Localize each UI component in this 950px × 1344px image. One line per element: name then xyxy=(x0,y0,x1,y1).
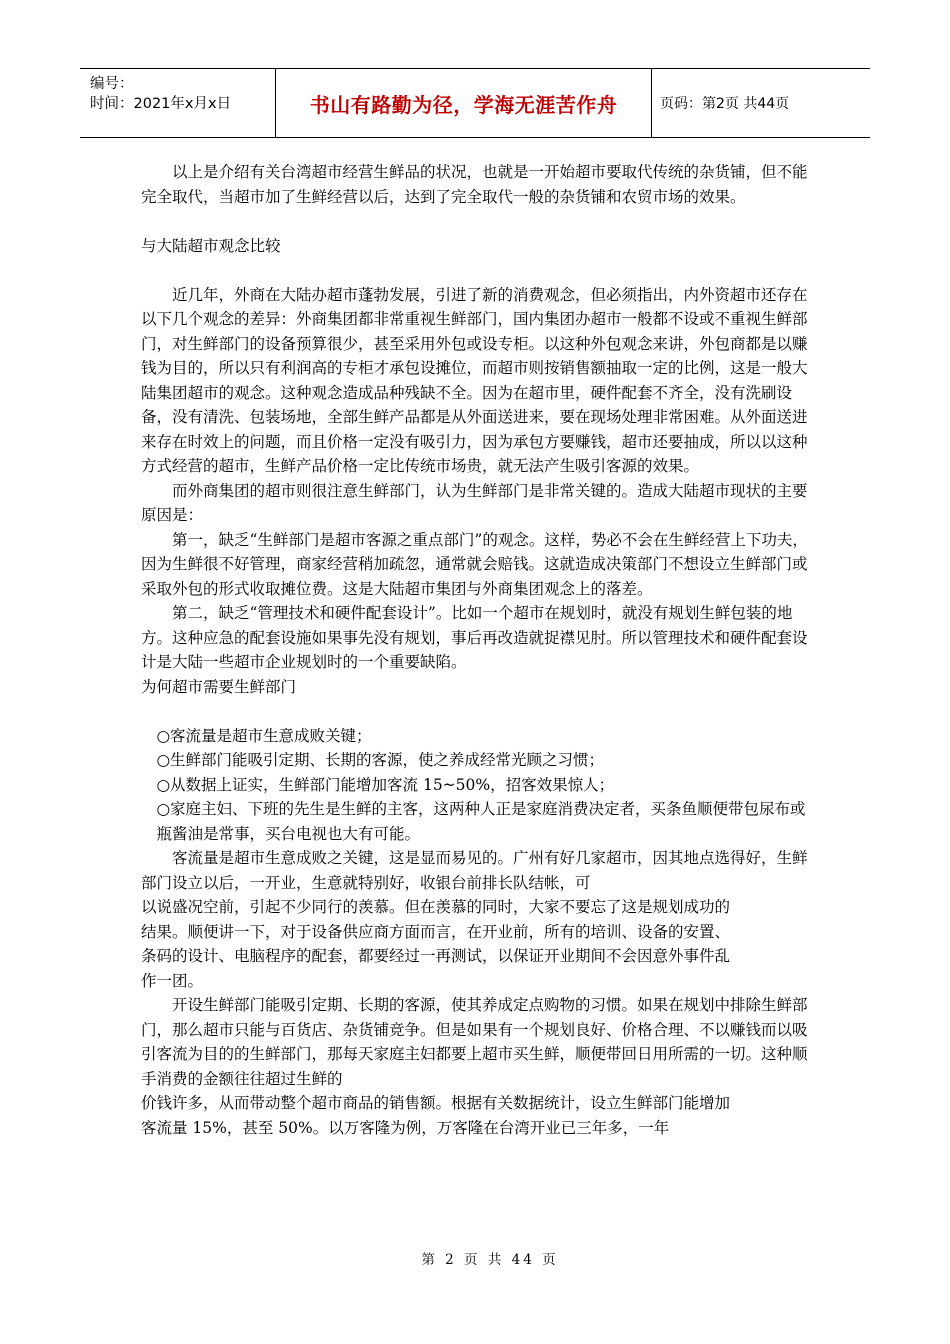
section-heading: 与大陆超市观念比较 xyxy=(141,236,281,255)
section-heading: 为何超市需要生鲜部门 xyxy=(141,677,297,696)
bullet-item: ○家庭主妇、下班的先生是生鲜的主客，这两种人正是家庭消费决定者，买条鱼顺便带包尿布或瓶酱油是常事，买台电视也大有可能。 xyxy=(156,800,806,843)
paragraph: 开设生鲜部门能吸引定期、长期的客源，使其养成定点购物的习惯。如果在规划中排除生鲜部门，那么超市只能与百货店、杂货铺竞争。但是如果有一个规划良好、价格合理、不以赚钱而以吸引客流为目的的生鲜部门，那每天家庭主妇都要上超市买生鲜，顺便带回日用所需的一切。这种顺手消费的金额往往超过生鲜的 xyxy=(141,996,808,1088)
paragraph: 而外商集团的超市则很注意生鲜部门，认为生鲜部门是非常关键的。造成大陆超市现状的主要原因是： xyxy=(141,481,808,524)
bullet-item: ○生鲜部门能吸引定期、长期的客源，使之养成经常光顾之习惯； xyxy=(156,751,605,769)
paragraph: 第二，缺乏“管理技术和硬件配套设计”。比如一个超市在规划时，就没有规划生鲜包装的地方。这种应急的配套设施如果事先没有规划，事后再改造就捉襟见肘。所以管理技术和硬件配套设计是大陆一些超市企业规划时的一个重要缺陷。 xyxy=(141,604,808,671)
page-footer xyxy=(0,1248,950,1268)
paragraph: 近几年，外商在大陆办超市蓬勃发展，引进了新的消费观念，但必须指出，内外资超市还存在以下几个观念的差异：外商集团都非常重视生鲜部门，国内集团办超市一般都不设或不重视生鲜部门，对生鲜部门的设备预算很少，甚至采用外包或设专柜。以这种外包观念来讲，外包商都是以赚钱为目的，所以只有利润高的专柜才承包设摊位，而超市则按销售额抽取一定的比例，这是一般大陆集团超市的观念。这种观念造成品种残缺不全。因为在超市里，硬件配套不齐全，没有洗刷设备，没有清洗、包装场地，全部生鲜产品都是从外面送进来，要在现场处理非常困难。从外面送进来存在时效上的问题，而且价格一定没有吸引力，因为承包方要赚钱，超市还要抽成，所以以这种方式经营的超市，生鲜产品价格一定比传统市场贵，就无法产生吸引客源的效果。 xyxy=(141,285,808,475)
paragraph: 第一，缺乏“生鲜部门是超市客源之重点部门”的观念。这样，势必不会在生鲜经营上下功夫，因为生鲜很不好管理，商家经营稍加疏忽，通常就会赔钱。这就造成决策部门不想设立生鲜部门或采取外包的形式收取摊位费。这是大陆超市集团与外商集团观念上的落差。 xyxy=(141,530,808,598)
doc-number-label: 编号： xyxy=(90,76,134,92)
page-header xyxy=(80,68,870,138)
header-page-label: 页码：第2页 共44页 xyxy=(660,96,790,112)
paragraph: 客流量是超市生意成败之关键，这是显而易见的。广州有好几家超市，因其地点选得好，生鲜部门设立以后，一开业，生意就特别好，收银台前排长队结帐，可 xyxy=(141,849,808,892)
paragraph-continued: 以说盛况空前，引起不少同行的羡慕。但在羡慕的同时，大家不要忘了这是规划成功的结果。顺便讲一下，对于设备供应商方面而言，在开业前，所有的培训、设备的安置、条码的设计、电脑程序的配套，都要经过一再测试，以保证开业期间不会因意外事件乱作一团。 xyxy=(141,898,731,990)
paragraph: 以上是介绍有关台湾超市经营生鲜品的状况，也就是一开始超市要取代传统的杂货铺，但不能完全取代，当超市加了生鲜经营以后，达到了完全取代一般的杂货铺和农贸市场的效果。 xyxy=(141,163,808,206)
doc-time-label: 时间：2021年x月x日 xyxy=(90,96,232,112)
header-motto: 书山有路勤为径，学海无涯苦作舟 xyxy=(309,92,618,117)
header-info-cell xyxy=(80,69,275,137)
document-body xyxy=(141,160,811,1140)
header-motto-cell xyxy=(275,69,652,137)
bullet-item: ○客流量是超市生意成败关键； xyxy=(156,726,372,745)
bullet-item: ○从数据上证实，生鲜部门能增加客流 15~50%，招客效果惊人； xyxy=(156,775,615,794)
paragraph-continued: 价钱许多，从而带动整个超市商品的销售额。根据有关数据统计，设立生鲜部门能增加客流量 15%，甚至 50%。以万客隆为例，万客隆在台湾开业已三年多，一年 xyxy=(141,1094,731,1137)
header-page-cell xyxy=(652,69,870,137)
footer-page-number: 第 2 页 共 44 页 xyxy=(421,1252,559,1268)
